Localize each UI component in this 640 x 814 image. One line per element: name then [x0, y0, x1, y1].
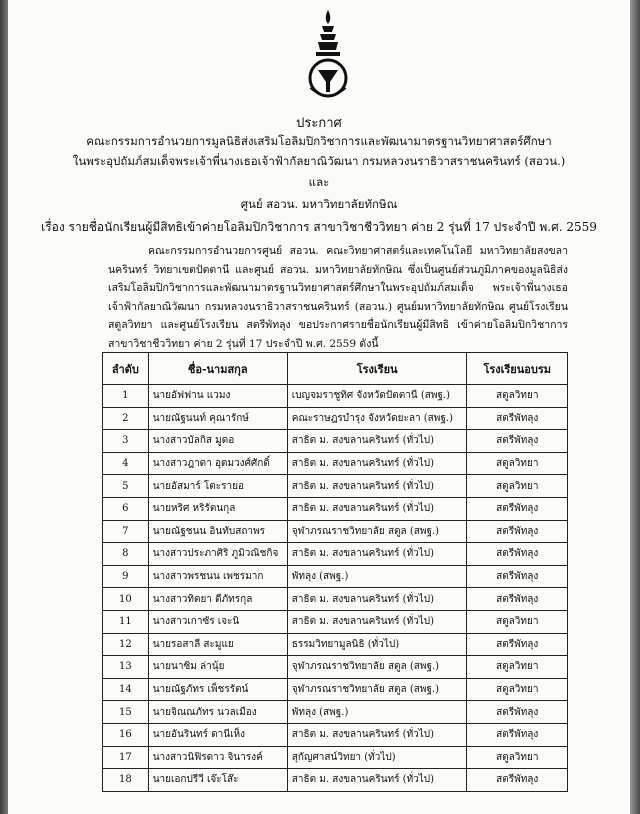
- row-number: 11: [103, 610, 149, 633]
- table-row: [103, 746, 568, 769]
- page-shadow-left: [0, 0, 8, 814]
- student-name: นายณัฐภัทร เพ็ชรรัตน์: [148, 678, 287, 701]
- table-row: [103, 769, 568, 792]
- row-number: 14: [103, 678, 149, 701]
- table-row: [103, 588, 568, 611]
- school-name: เบญจมราชูทิศ จังหวัดปัตตานี (สพฐ.): [287, 385, 467, 408]
- page-shadow-right: [630, 0, 640, 814]
- school-name: พัทลุง (สพฐ.): [287, 565, 467, 588]
- training-school: สตรีพัทลุง: [467, 769, 568, 792]
- announcement-title: ประกาศ: [296, 116, 342, 131]
- row-number: 17: [103, 746, 149, 769]
- school-name: สาธิต ม. สงขลานครินทร์ (ทั่วไป): [287, 475, 467, 498]
- school-name: จุฬาภรณราชวิทยาลัย สตูล (สพฐ.): [287, 656, 467, 679]
- row-number: 9: [103, 565, 149, 588]
- table-header-row: [103, 353, 568, 385]
- school-name: สาธิต ม. สงขลานครินทร์ (ทั่วไป): [287, 497, 467, 520]
- row-number: 5: [103, 475, 149, 498]
- school-name: สาธิต ม. สงขลานครินทร์ (ทั่วไป): [287, 610, 467, 633]
- training-school: สตรีพัทลุง: [467, 633, 568, 656]
- header-name: ชื่อ-นามสกุล: [148, 353, 287, 385]
- school-name: พัทลุง (สพฐ.): [287, 701, 467, 724]
- training-school: สตูลวิทยา: [467, 475, 568, 498]
- row-number: 6: [103, 497, 149, 520]
- school-name: สาธิต ม. สงขลานครินทร์ (ทั่วไป): [287, 769, 467, 792]
- table-row: [103, 543, 568, 566]
- student-name: นางสาวฎาดา อุดมวงศ์ศักดิ์: [148, 452, 287, 475]
- student-name: นางสาวประภาศิริ ภูมิวณิชกิจ: [148, 543, 287, 566]
- student-name: นายณัฐชนน อินทับสถาพร: [148, 520, 287, 543]
- school-name: สาธิต ม. สงขลานครินทร์ (ทั่วไป): [287, 723, 467, 746]
- row-number: 12: [103, 633, 149, 656]
- table-row: [103, 701, 568, 724]
- training-school: สตรีพัทลุง: [467, 565, 568, 588]
- subject-line: เรื่อง รายชื่อนักเรียนผู้มีสิทธิเข้าค่ายโอลิมปิกวิชาการ สาขาวิชาชีววิทยา ค่าย 2 รุ่นที่ 17 ประจำปี พ.ศ. 2559: [41, 220, 597, 234]
- student-name: นางสาวนิฟิรดาว จินารงค์: [148, 746, 287, 769]
- table-row: [103, 520, 568, 543]
- school-name: ธรรมวิทยามูลนิธิ (ทั่วไป): [287, 633, 467, 656]
- header-training-school: โรงเรียนอบรม: [467, 353, 568, 385]
- training-school: สตรีพัทลุง: [467, 520, 568, 543]
- training-school: สตูลวิทยา: [467, 746, 568, 769]
- header-number: ลำดับ: [103, 353, 149, 385]
- table-row: [103, 723, 568, 746]
- student-name: นายณัฐนนท์ คุณารักษ์: [148, 407, 287, 430]
- student-name: นายหริศ หริรัตนกุล: [148, 497, 287, 520]
- row-number: 1: [103, 385, 149, 408]
- table-row: [103, 678, 568, 701]
- foundation-logo-icon: [296, 8, 360, 108]
- table-row: [103, 407, 568, 430]
- training-school: สตูลวิทยา: [467, 678, 568, 701]
- row-number: 18: [103, 769, 149, 792]
- school-name: จุฬาภรณราชวิทยาลัย สตูล (สพฐ.): [287, 520, 467, 543]
- training-school: สตรีพัทลุง: [467, 723, 568, 746]
- student-name: นางสาวเกาซัร เจะนิ: [148, 610, 287, 633]
- school-name: สุกัญศาสน์วิทยา (ทั่วไป): [287, 746, 467, 769]
- row-number: 2: [103, 407, 149, 430]
- table-row: [103, 497, 568, 520]
- student-name: นายอัสมาร์ โตะรายอ: [148, 475, 287, 498]
- student-name: นางสาวทิตยา ดีภัทรกุล: [148, 588, 287, 611]
- training-school: สตรีพัทลุง: [467, 497, 568, 520]
- school-name: สาธิต ม. สงขลานครินทร์ (ทั่วไป): [287, 543, 467, 566]
- center-name-line: ศูนย์ สอวน. มหาวิทยาลัยทักษิณ: [240, 197, 398, 211]
- student-name: นายจิณณภัทร นวลเมือง: [148, 701, 287, 724]
- school-name: สาธิต ม. สงขลานครินทร์ (ทั่วไป): [287, 588, 467, 611]
- training-school: สตรีพัทลุง: [467, 701, 568, 724]
- training-school: สตรีพัทลุง: [467, 407, 568, 430]
- row-number: 4: [103, 452, 149, 475]
- school-name: สาธิต ม. สงขลานครินทร์ (ทั่วไป): [287, 430, 467, 453]
- school-name: จุฬาภรณราชวิทยาลัย สตูล (สพฐ.): [287, 678, 467, 701]
- student-name: นางสาวพรชนน เพชรมาก: [148, 565, 287, 588]
- and-line: และ: [308, 175, 330, 189]
- table-row: [103, 452, 568, 475]
- row-number: 15: [103, 701, 149, 724]
- table-row: [103, 385, 568, 408]
- training-school: สตรีพัทลุง: [467, 543, 568, 566]
- table-row: [103, 430, 568, 453]
- header-school: โรงเรียน: [287, 353, 467, 385]
- training-school: สตรีพัทลุง: [467, 430, 568, 453]
- training-school: สตูลวิทยา: [467, 610, 568, 633]
- training-school: สตรีพัทลุง: [467, 588, 568, 611]
- row-number: 13: [103, 656, 149, 679]
- student-name: นางสาวบัลกิส มูดอ: [148, 430, 287, 453]
- student-name: นายนาซิม ล่านุ้ย: [148, 656, 287, 679]
- student-name: นายรอสาลี สะมูแย: [148, 633, 287, 656]
- training-school: สตูลวิทยา: [467, 656, 568, 679]
- table-row: [103, 610, 568, 633]
- table-row: [103, 633, 568, 656]
- intro-paragraph: คณะกรรมการอำนวยการศูนย์ สอวน. คณะวิทยาศาสตร์และเทคโนโลยี มหาวิทยาลัยสงขลานครินทร์ วิทยาเขตปัตตานี และศูนย์ สอวน. มหาวิทยาลัยทักษิณ ซึ่งเป็นศูนย์ส่วนภูมิภาคของมูลนิธิส่งเสริมโอลิมปิกวิชาการและพัฒนามาตรฐานวิทยาศาสตร์ศึกษาในพระอุปถัมภ์สมเด็จ พระเจ้าพี่นางเธอเจ้าฟ้ากัลยาณิวัฒนา กรมหลวงนราธิวาสราชนครินทร์ (สอวน.) ศูนย์มหาวิทยาลัยทักษิณ ศูนย์โรงเรียนสตูลวิทยา และศูนย์โรงเรียน สตรีพัทลุง ขอประกาศรายชื่อนักเรียนผู้มีสิทธิ เข้าค่ายโอลิมปิกวิชาการ สาขาวิชาชีววิทยา ค่าย 2 รุ่นที่ 17 ประจำปี พ.ศ. 2559 ดังนี้: [108, 245, 568, 350]
- row-number: 8: [103, 543, 149, 566]
- training-school: สตูลวิทยา: [467, 452, 568, 475]
- row-number: 7: [103, 520, 149, 543]
- patronage-line: ในพระอุปถัมภ์สมเด็จพระเจ้าพี่นางเธอเจ้าฟ้ากัลยาณิวัฒนา กรมหลวงนราธิวาสราชนครินทร์ (สอวน.): [72, 154, 566, 168]
- row-number: 10: [103, 588, 149, 611]
- document-page: [8, 0, 630, 814]
- table-row: [103, 656, 568, 679]
- committee-line: คณะกรรมการอำนวยการมูลนิธิส่งเสริมโอลิมปิกวิชาการและพัฒนามาตรฐานวิทยาศาสตร์ศึกษา: [86, 134, 552, 148]
- student-name: นายเอกปรีวี เจ๊ะโส๊ะ: [148, 769, 287, 792]
- training-school: สตูลวิทยา: [467, 385, 568, 408]
- table-row: [103, 565, 568, 588]
- student-list-table: [102, 352, 568, 792]
- school-name: คณะราษฎรบำรุง จังหวัดยะลา (สพฐ.): [287, 407, 467, 430]
- row-number: 3: [103, 430, 149, 453]
- row-number: 16: [103, 723, 149, 746]
- school-name: สาธิต ม. สงขลานครินทร์ (ทั่วไป): [287, 452, 467, 475]
- table-row: [103, 475, 568, 498]
- student-name: นายอันรินทร์ ดานีเห็ง: [148, 723, 287, 746]
- student-name: นายอัฟฟาน แวมง: [148, 385, 287, 408]
